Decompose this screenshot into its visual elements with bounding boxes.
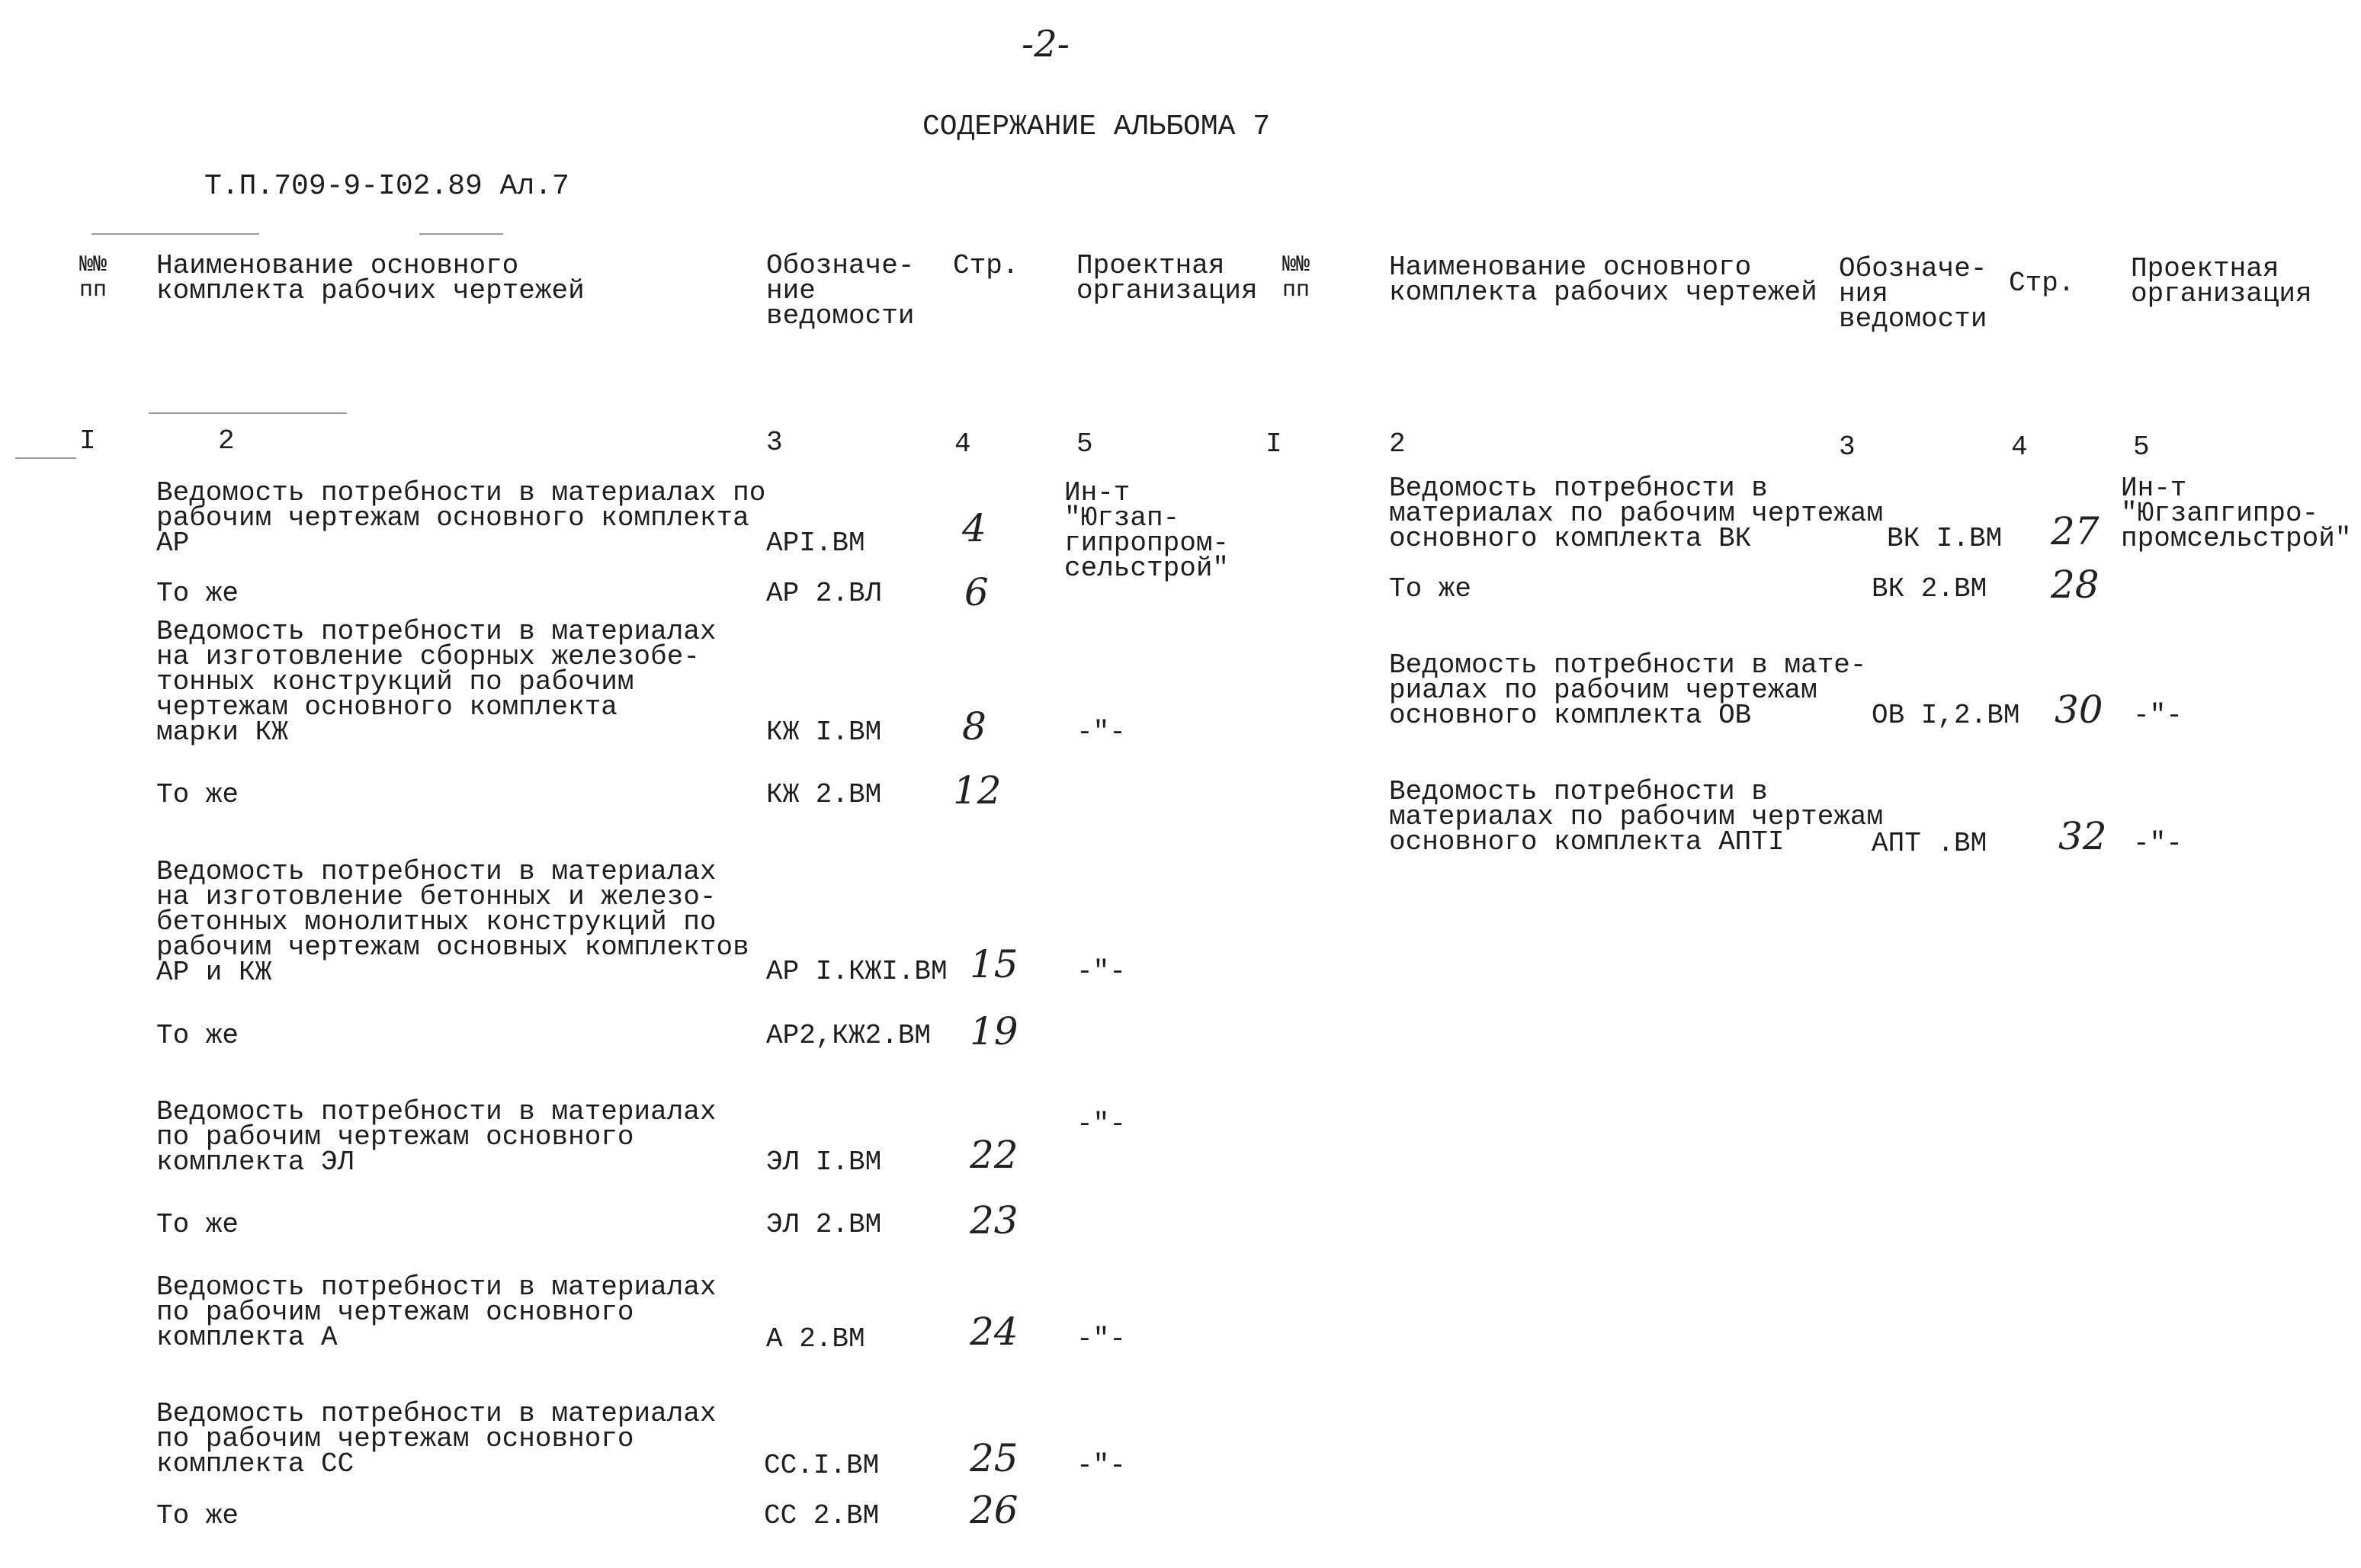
left-colnum-3: 3 [766,427,783,458]
right-row-org: Ин-т "Югзапгипро- промсельстрой" [2121,473,2352,554]
left-row-page: 6 [964,570,989,614]
left-row-name: Ведомость потребности в материалах по рабочим чертежам основного комплекта СС [156,1398,717,1480]
left-colnum-4: 4 [954,428,971,460]
left-row-designation: АР2,КЖ2.ВМ [766,1020,932,1051]
left-row-designation: СС 2.ВМ [764,1500,880,1531]
left-row-org: -"- [1076,1108,1126,1140]
left-row-page: 24 [970,1310,1019,1354]
header-rule-fragment [419,233,503,235]
left-row-page: 15 [970,942,1019,986]
left-row-name: Ведомость потребности в материалах на изготовление сборных железобе- тонных конструкций по рабочим чертежам основного комплекта марки КЖ [156,616,717,748]
left-row-org: -"- [1076,717,1126,748]
document-code: Т.П.709-9-I02.89 Ал.7 [204,170,569,203]
left-row-designation: АР I.КЖI.ВМ [766,956,948,987]
left-row-designation: АР 2.ВЛ [766,578,882,609]
left-row-name: То же [156,1209,239,1240]
left-row-designation: СС.I.ВМ [764,1450,880,1481]
left-row-name: Ведомость потребности в материалах по рабочим чертежам основного комплекта ЭЛ [156,1096,717,1178]
right-row-name: Ведомость потребности в материалах по рабочим чертежам основного комплекта АПТI [1389,776,1884,858]
left-row-name: То же [156,779,239,810]
left-colnum-1: I [79,425,96,457]
right-row-name: То же [1389,573,1472,604]
colnum-rule-fragment [149,412,347,414]
left-row-org: Ин-т "Югзап- гипропром- сельстрой" [1064,477,1230,584]
right-colnum-4: 4 [2011,431,2028,463]
left-header-org: Проектная организация [1076,250,1258,306]
right-row-designation: ВК 2.ВМ [1872,573,1987,604]
left-row-designation: АРI.ВМ [766,527,865,559]
left-row-designation: ЭЛ I.ВМ [766,1146,882,1178]
page-number: -2- [1022,23,1070,66]
left-row-name: То же [156,1020,239,1051]
colnum-rule-fragment [15,457,76,459]
right-header-page: Стр. [2009,268,2075,299]
left-header-name: Наименование основного комплекта рабочих чертежей [156,250,585,306]
left-colnum-5: 5 [1076,428,1093,460]
left-row-page: 12 [953,768,1002,813]
right-row-designation: АПТ .ВМ [1872,828,1987,859]
left-row-page: 22 [970,1133,1019,1177]
left-row-name: То же [156,578,239,609]
left-row-name: Ведомость потребности в материалах по рабочим чертежам основного комплекта А [156,1271,717,1353]
right-colnum-1: I [1266,428,1282,460]
left-row-name: То же [156,1500,239,1531]
left-colnum-2: 2 [218,425,235,457]
right-row-designation: ОВ I,2.ВМ [1872,700,2020,731]
right-colnum-3: 3 [1839,431,1856,463]
right-header-org: Проектная организация [2131,253,2312,309]
right-row-org: -"- [2133,828,2183,859]
right-row-page: 30 [2055,688,2103,732]
right-row-page: 32 [2058,814,2107,858]
right-row-name: Ведомость потребности в материалах по рабочим чертежам основного комплекта ВК [1389,473,1884,554]
right-header-name: Наименование основного комплекта рабочих чертежей [1389,252,1817,308]
left-header-designation: Обозначе- ние ведомости [766,250,915,332]
left-row-designation: КЖ 2.ВМ [766,779,882,810]
left-row-page: 26 [970,1488,1019,1532]
left-row-designation: ЭЛ 2.ВМ [766,1209,882,1240]
right-colnum-5: 5 [2133,431,2150,463]
left-row-org: -"- [1076,1323,1126,1355]
left-row-name: Ведомость потребности в материалах по рабочим чертежам основного комплекта АР [156,477,766,559]
left-row-org: -"- [1076,1450,1126,1481]
left-row-page: 4 [962,506,986,550]
right-header-num: №№ пп [1282,252,1310,303]
left-row-org: -"- [1076,956,1126,987]
left-header-num: №№ пп [79,252,107,303]
right-row-page: 28 [2051,563,2100,607]
left-header-page: Стр. [953,250,1019,281]
left-row-designation: КЖ I.ВМ [766,717,882,748]
left-row-page: 19 [970,1009,1019,1053]
left-row-designation: А 2.ВМ [766,1323,865,1355]
right-row-page: 27 [2051,509,2100,553]
right-header-designation: Обозначе- ния ведомости [1839,253,1987,335]
right-row-name: Ведомость потребности в мате- риалах по рабочим чертежам основного комплекта ОВ [1389,649,1867,731]
left-row-page: 25 [970,1436,1019,1480]
right-row-designation: ВК I.ВМ [1887,523,2003,554]
right-colnum-2: 2 [1389,428,1406,460]
header-rule-fragment [91,233,259,235]
left-row-page: 23 [970,1198,1019,1243]
page-title: СОДЕРЖАНИЕ АЛЬБОМА 7 [922,111,1271,143]
left-row-page: 8 [962,704,986,749]
right-row-org: -"- [2133,700,2183,731]
left-row-name: Ведомость потребности в материалах на изготовление бетонных и железо- бетонных монолитных конструкций по рабочим чертежам основных комплектов АР и КЖ [156,856,749,988]
